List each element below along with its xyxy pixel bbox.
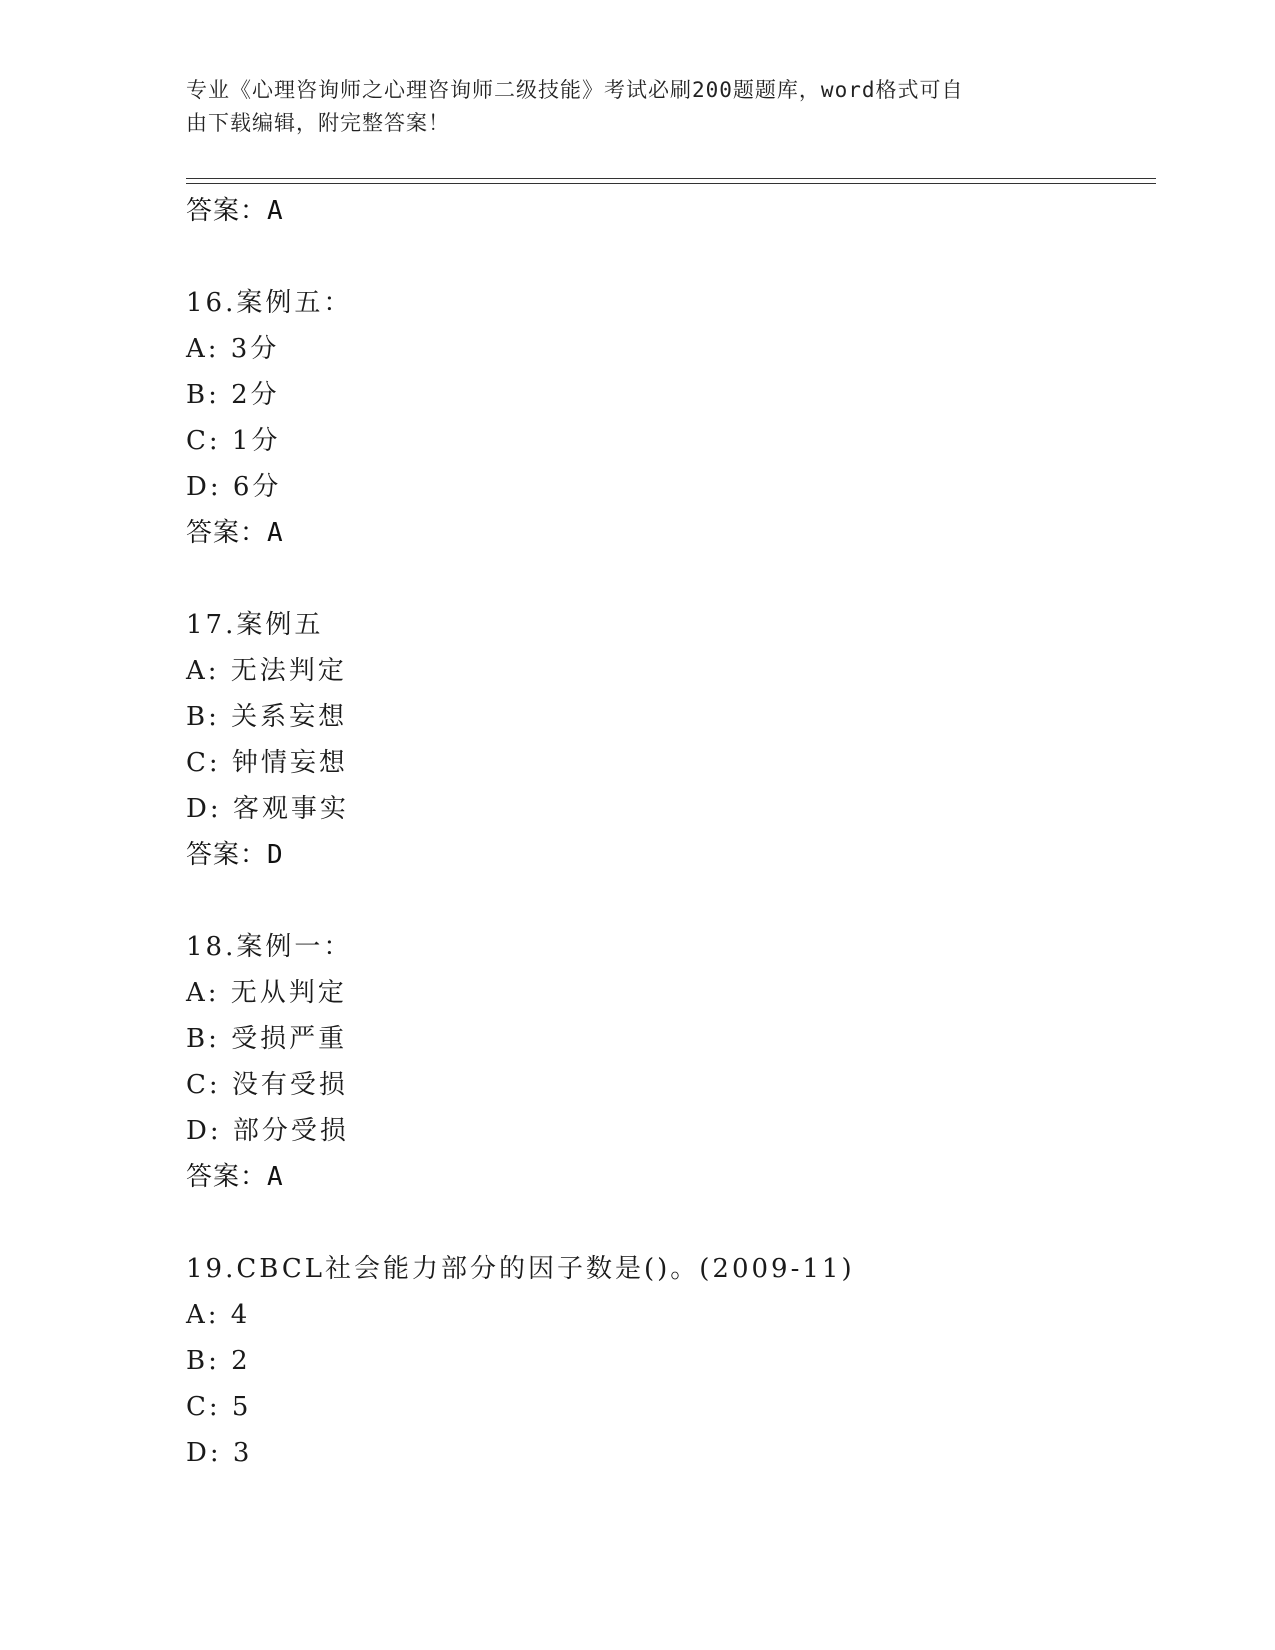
header-line-1: 专业《心理咨询师之心理咨询师二级技能》考试必刷200题题库，word格式可自 [186, 78, 964, 102]
option-c: C: 1分 [186, 426, 281, 456]
option-a: A: 4 [186, 1300, 251, 1330]
answer-line: 答案：A [186, 196, 284, 226]
option-a: A: 无法判定 [186, 656, 347, 686]
document-header [186, 74, 1066, 140]
option-c: C: 钟情妄想 [186, 748, 348, 778]
question-16 [186, 280, 1156, 556]
option-b: B: 关系妄想 [186, 702, 348, 732]
option-d: D: 客观事实 [186, 794, 349, 824]
question-18 [186, 924, 1156, 1200]
question-stem: 16.案例五： [186, 288, 353, 318]
question-stem: 18.案例一： [186, 932, 353, 962]
header-divider-thin [186, 183, 1156, 184]
header-line-2: 由下载编辑，附完整答案！ [186, 111, 450, 135]
answer-line: 答案：A [186, 1162, 284, 1192]
answer-line: 答案：A [186, 518, 284, 548]
question-stem: 17.案例五 [186, 610, 324, 640]
header-divider-thick [186, 178, 1156, 179]
option-c: C: 5 [186, 1392, 252, 1422]
question-stem: 19.CBCL社会能力部分的因子数是()。(2009-11) [186, 1254, 855, 1284]
option-b: B: 受损严重 [186, 1024, 348, 1054]
option-b: B: 2 [186, 1346, 251, 1376]
answer-line: 答案：D [186, 840, 284, 870]
spacer [186, 556, 1156, 602]
question-17 [186, 602, 1156, 878]
question-list [186, 188, 1156, 1476]
option-a: A: 无从判定 [186, 978, 347, 1008]
option-b: B: 2分 [186, 380, 280, 410]
spacer [186, 1200, 1156, 1246]
option-c: C: 没有受损 [186, 1070, 348, 1100]
option-a: A: 3分 [186, 334, 280, 364]
question-19 [186, 1246, 1156, 1476]
option-d: D: 6分 [186, 472, 282, 502]
option-d: D: 部分受损 [186, 1116, 349, 1146]
spacer [186, 878, 1156, 924]
spacer [186, 234, 1156, 280]
option-d: D: 3 [186, 1438, 253, 1468]
